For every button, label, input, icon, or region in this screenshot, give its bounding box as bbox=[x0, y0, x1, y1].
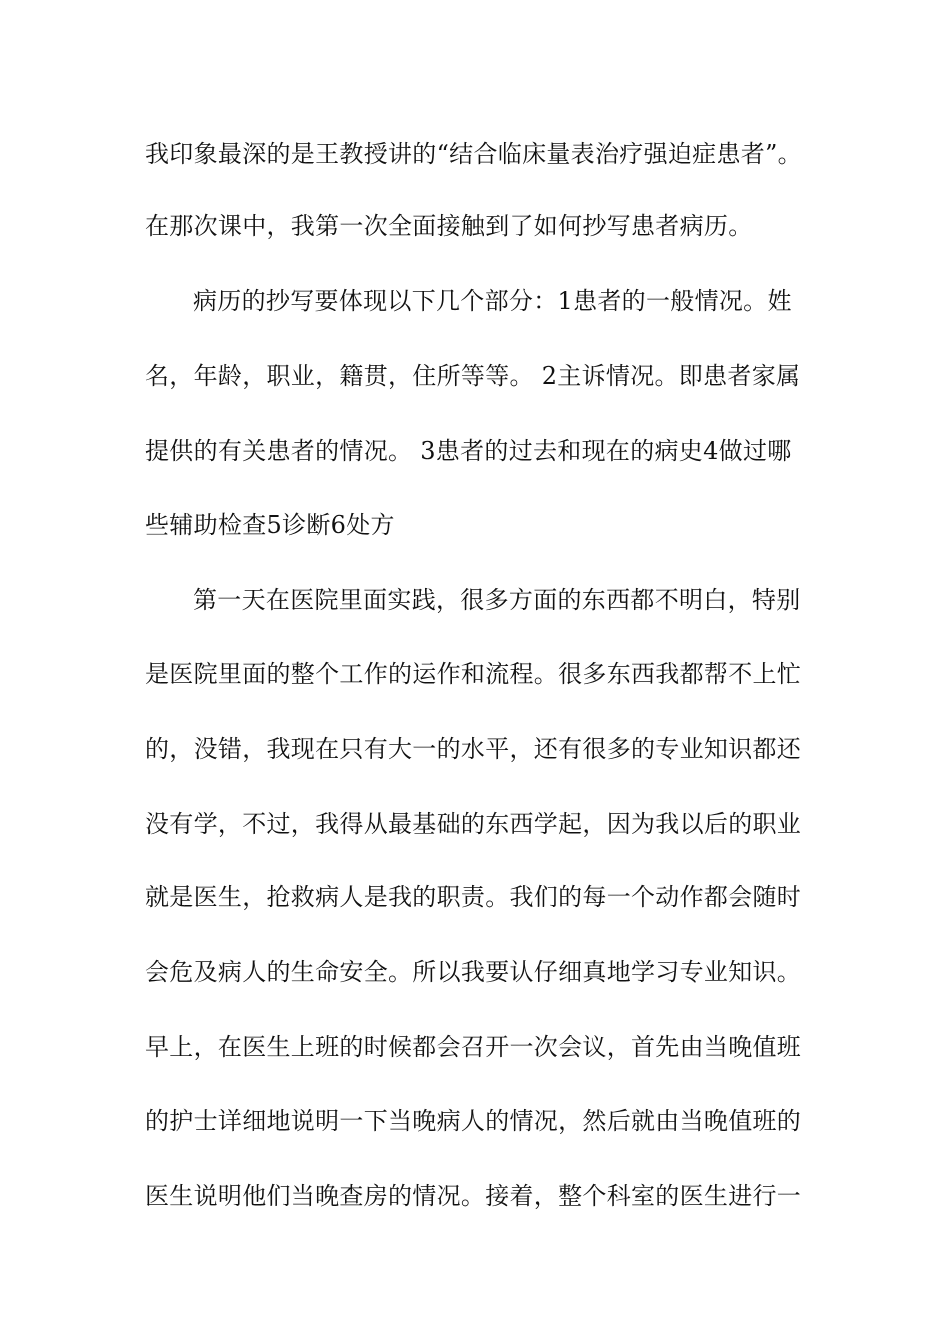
text-line: 会危及病人的生命安全。所以我要认仔细真地学习专业知识。 bbox=[145, 958, 802, 986]
text-line: 名，年龄，职业，籍贯，住所等等。 2主诉情况。即患者家属 bbox=[145, 362, 801, 390]
text-line: 在那次课中，我第一次全面接触到了如何抄写患者病历。 bbox=[145, 212, 753, 240]
text-line: 的，没错，我现在只有大一的水平，还有很多的专业知识都还 bbox=[145, 735, 802, 763]
text-line: 病历的抄写要体现以下几个部分：1患者的一般情况。姓 bbox=[193, 287, 792, 315]
text-line: 提供的有关患者的情况。 3患者的过去和现在的病史4做过哪 bbox=[145, 437, 792, 465]
text-line: 我印象最深的是王教授讲的“结合临床量表治疗强迫症患者”。 bbox=[145, 140, 802, 168]
text-line: 早上，在医生上班的时候都会召开一次会议，首先由当晚值班 bbox=[145, 1033, 802, 1061]
text-line: 第一天在医院里面实践，很多方面的东西都不明白，特别 bbox=[193, 586, 801, 614]
text-line: 医生说明他们当晚查房的情况。接着，整个科室的医生进行一 bbox=[145, 1182, 802, 1210]
text-line: 是医院里面的整个工作的运作和流程。很多东西我都帮不上忙 bbox=[145, 660, 802, 688]
text-line: 些辅助检查5诊断6处方 bbox=[145, 511, 395, 539]
text-line: 就是医生，抢救病人是我的职责。我们的每一个动作都会随时 bbox=[145, 883, 802, 911]
text-line: 的护士详细地说明一下当晚病人的情况，然后就由当晚值班的 bbox=[145, 1107, 802, 1135]
text-line: 没有学，不过，我得从最基础的东西学起，因为我以后的职业 bbox=[145, 810, 802, 838]
